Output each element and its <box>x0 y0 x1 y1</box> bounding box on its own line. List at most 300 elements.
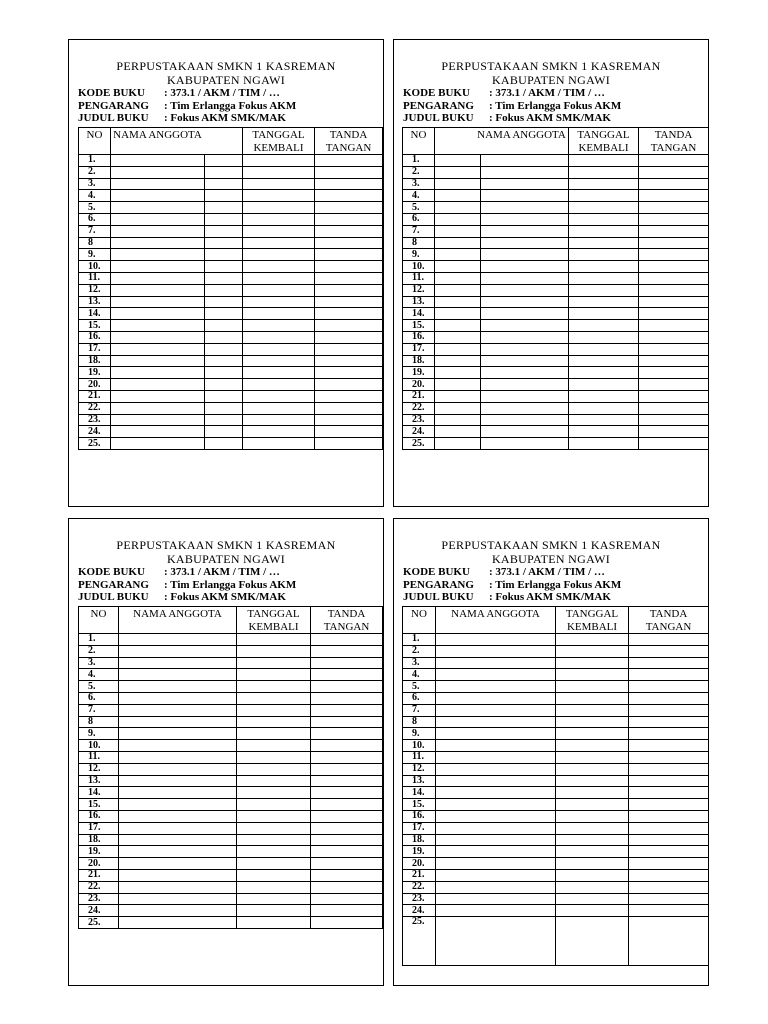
table-row <box>403 155 709 167</box>
table-row <box>403 645 709 657</box>
entry-cell <box>556 692 629 704</box>
row-number: 11. <box>79 751 119 763</box>
entry-cell <box>205 284 243 296</box>
judul-buku-label: JUDUL BUKU <box>78 591 149 603</box>
entry-cell <box>639 284 709 296</box>
table-row <box>79 213 383 225</box>
entry-cell <box>639 331 709 343</box>
regency-name: KABUPATEN NGAWI <box>166 552 286 566</box>
entry-cell <box>111 284 205 296</box>
entry-cell <box>481 426 569 438</box>
pengarang-label: PENGARANG <box>78 578 149 591</box>
entry-cell <box>311 846 383 858</box>
judul-buku-label: JUDUL BUKU <box>403 591 474 603</box>
regency-name: KABUPATEN NGAWI <box>166 73 286 87</box>
entry-cell <box>629 905 709 917</box>
entry-cell <box>436 869 556 881</box>
table-row <box>79 858 383 870</box>
entry-cell <box>205 166 243 178</box>
entry-cell <box>481 355 569 367</box>
entry-cell <box>629 822 709 834</box>
entry-cell <box>243 155 315 167</box>
borrower-table <box>78 127 383 450</box>
table-row <box>403 669 709 681</box>
row-number: 2. <box>403 166 435 178</box>
table-row <box>403 775 709 787</box>
entry-cell <box>436 728 556 740</box>
entry-cell <box>639 261 709 273</box>
entry-cell <box>569 202 639 214</box>
row-number: 21. <box>79 390 111 402</box>
row-number: 4. <box>79 669 119 681</box>
entry-cell <box>111 438 205 450</box>
entry-cell <box>556 917 629 966</box>
entry-cell <box>556 740 629 752</box>
entry-cell <box>629 799 709 811</box>
entry-cell <box>237 869 311 881</box>
entry-cell <box>481 202 569 214</box>
col-tanggal-kembali: TANGGAL KEMBALI <box>569 128 639 155</box>
table-row <box>403 681 709 693</box>
table-row <box>79 320 383 332</box>
row-number: 20. <box>403 858 436 870</box>
pengarang-value: : Tim Erlangga Fokus AKM <box>489 578 622 591</box>
entry-cell <box>435 367 481 379</box>
entry-cell <box>436 681 556 693</box>
table-row <box>79 728 383 740</box>
row-number: 23. <box>79 414 111 426</box>
borrowing-card <box>393 39 709 507</box>
row-number: 18. <box>79 355 111 367</box>
regency-name: KABUPATEN NGAWI <box>491 552 611 566</box>
col-tanggal-kembali: TANGGAL KEMBALI <box>243 128 315 155</box>
row-number: 15. <box>79 320 111 332</box>
entry-cell <box>111 379 205 391</box>
entry-cell <box>237 692 311 704</box>
table-row <box>79 692 383 704</box>
entry-cell <box>639 202 709 214</box>
col-nama-anggota: NAMA ANGGOTA <box>435 128 569 155</box>
entry-cell <box>315 296 383 308</box>
entry-cell <box>629 669 709 681</box>
entry-cell <box>436 799 556 811</box>
entry-cell <box>243 249 315 261</box>
entry-cell <box>556 858 629 870</box>
entry-cell <box>569 308 639 320</box>
entry-cell <box>639 414 709 426</box>
entry-cell <box>629 704 709 716</box>
entry-cell <box>481 343 569 355</box>
entry-cell <box>315 249 383 261</box>
row-number: 16. <box>79 810 119 822</box>
table-row <box>403 905 709 917</box>
table-row <box>403 225 709 237</box>
table-row <box>79 237 383 249</box>
col-no: NO <box>79 128 111 155</box>
row-number: 5. <box>79 681 119 693</box>
entry-cell <box>243 426 315 438</box>
entry-cell <box>243 225 315 237</box>
table-row <box>403 822 709 834</box>
table-row <box>403 320 709 332</box>
entry-cell <box>119 751 237 763</box>
entry-cell <box>556 775 629 787</box>
entry-cell <box>111 343 205 355</box>
table-row <box>403 402 709 414</box>
entry-cell <box>556 751 629 763</box>
entry-cell <box>311 728 383 740</box>
entry-cell <box>481 438 569 450</box>
entry-cell <box>435 379 481 391</box>
row-number: 9. <box>79 249 111 261</box>
table-row <box>403 284 709 296</box>
entry-cell <box>569 296 639 308</box>
row-number: 21. <box>403 869 436 881</box>
entry-cell <box>243 237 315 249</box>
entry-cell <box>119 893 237 905</box>
entry-cell <box>436 917 556 966</box>
row-number: 17. <box>79 343 111 355</box>
entry-cell <box>556 645 629 657</box>
entry-cell <box>119 692 237 704</box>
row-number: 19. <box>403 846 436 858</box>
entry-cell <box>311 692 383 704</box>
table-row <box>79 846 383 858</box>
entry-cell <box>629 634 709 646</box>
entry-cell <box>119 905 237 917</box>
entry-cell <box>629 692 709 704</box>
entry-cell <box>315 438 383 450</box>
card-header <box>394 59 708 87</box>
col-tanda-tangan: TANDA TANGAN <box>311 607 383 634</box>
entry-cell <box>205 202 243 214</box>
entry-cell <box>315 331 383 343</box>
row-number: 3. <box>403 178 435 190</box>
entry-cell <box>119 728 237 740</box>
table-row <box>79 869 383 881</box>
entry-cell <box>315 343 383 355</box>
entry-cell <box>205 426 243 438</box>
entry-cell <box>243 308 315 320</box>
entry-cell <box>237 787 311 799</box>
table-row <box>403 692 709 704</box>
library-name: PERPUSTAKAAN SMKN 1 KASREMAN <box>441 59 661 73</box>
entry-cell <box>311 751 383 763</box>
entry-cell <box>243 390 315 402</box>
entry-cell <box>119 834 237 846</box>
row-number: 13. <box>403 296 435 308</box>
entry-cell <box>111 367 205 379</box>
entry-cell <box>315 272 383 284</box>
judul-buku-value: : Fokus AKM SMK/MAK <box>164 591 286 603</box>
entry-cell <box>205 225 243 237</box>
entry-cell <box>556 810 629 822</box>
row-number: 23. <box>79 893 119 905</box>
entry-cell <box>436 846 556 858</box>
entry-cell <box>311 657 383 669</box>
judul-buku-label: JUDUL BUKU <box>403 112 474 124</box>
row-number: 14. <box>79 787 119 799</box>
table-row <box>403 343 709 355</box>
row-number: 18. <box>79 834 119 846</box>
table-row <box>79 917 383 929</box>
entry-cell <box>639 367 709 379</box>
entry-cell <box>569 320 639 332</box>
entry-cell <box>311 634 383 646</box>
row-number: 25. <box>79 917 119 929</box>
entry-cell <box>243 166 315 178</box>
table-row <box>79 190 383 202</box>
entry-cell <box>435 166 481 178</box>
entry-cell <box>435 284 481 296</box>
entry-cell <box>237 834 311 846</box>
entry-cell <box>111 178 205 190</box>
entry-cell <box>481 402 569 414</box>
entry-cell <box>311 645 383 657</box>
entry-cell <box>436 834 556 846</box>
entry-cell <box>243 296 315 308</box>
entry-cell <box>435 426 481 438</box>
entry-cell <box>481 249 569 261</box>
entry-cell <box>311 834 383 846</box>
table-row <box>79 681 383 693</box>
row-number: 18. <box>403 355 435 367</box>
entry-cell <box>237 681 311 693</box>
table-row <box>79 166 383 178</box>
entry-cell <box>639 438 709 450</box>
row-number: 8 <box>79 716 119 728</box>
entry-cell <box>111 308 205 320</box>
entry-cell <box>629 763 709 775</box>
row-number: 10. <box>403 261 435 273</box>
entry-cell <box>119 775 237 787</box>
entry-cell <box>435 249 481 261</box>
entry-cell <box>205 190 243 202</box>
entry-cell <box>436 716 556 728</box>
judul-buku-value: : Fokus AKM SMK/MAK <box>164 112 286 124</box>
entry-cell <box>237 634 311 646</box>
entry-cell <box>569 390 639 402</box>
row-number: 6. <box>403 692 436 704</box>
table-row <box>79 905 383 917</box>
entry-cell <box>435 213 481 225</box>
table-row <box>79 763 383 775</box>
table-row <box>79 822 383 834</box>
table-row <box>79 799 383 811</box>
entry-cell <box>311 917 383 929</box>
entry-cell <box>436 692 556 704</box>
entry-cell <box>315 155 383 167</box>
entry-cell <box>639 426 709 438</box>
entry-cell <box>315 166 383 178</box>
table-row <box>403 178 709 190</box>
row-number: 3. <box>79 178 111 190</box>
table-row <box>79 261 383 273</box>
entry-cell <box>315 261 383 273</box>
entry-cell <box>569 426 639 438</box>
row-number: 20. <box>79 858 119 870</box>
entry-cell <box>481 284 569 296</box>
entry-cell <box>481 320 569 332</box>
entry-cell <box>111 331 205 343</box>
entry-cell <box>629 846 709 858</box>
table-row <box>403 379 709 391</box>
entry-cell <box>569 178 639 190</box>
row-number: 21. <box>403 390 435 402</box>
entry-cell <box>237 893 311 905</box>
entry-cell <box>435 272 481 284</box>
entry-cell <box>315 284 383 296</box>
entry-cell <box>205 320 243 332</box>
table-row <box>403 331 709 343</box>
entry-cell <box>436 787 556 799</box>
entry-cell <box>237 881 311 893</box>
table-row <box>79 355 383 367</box>
table-row <box>79 296 383 308</box>
entry-cell <box>629 834 709 846</box>
entry-cell <box>569 402 639 414</box>
row-number: 22. <box>79 402 111 414</box>
entry-cell <box>639 402 709 414</box>
row-number: 13. <box>403 775 436 787</box>
entry-cell <box>315 320 383 332</box>
col-no: NO <box>79 607 119 634</box>
entry-cell <box>639 355 709 367</box>
entry-cell <box>311 681 383 693</box>
row-number: 3. <box>79 657 119 669</box>
row-number: 24. <box>79 905 119 917</box>
entry-cell <box>243 178 315 190</box>
row-number: 4. <box>403 669 436 681</box>
table-row <box>79 834 383 846</box>
row-number: 12. <box>403 763 436 775</box>
row-number: 6. <box>79 213 111 225</box>
entry-cell <box>119 657 237 669</box>
row-number: 8 <box>403 237 435 249</box>
row-number: 22. <box>403 402 435 414</box>
table-row <box>79 249 383 261</box>
entry-cell <box>311 775 383 787</box>
entry-cell <box>237 645 311 657</box>
entry-cell <box>237 716 311 728</box>
entry-cell <box>556 669 629 681</box>
table-row <box>79 787 383 799</box>
entry-cell <box>481 414 569 426</box>
entry-cell <box>119 787 237 799</box>
table-row <box>403 846 709 858</box>
entry-cell <box>436 740 556 752</box>
row-number: 4. <box>79 190 111 202</box>
borrower-table <box>402 127 709 450</box>
entry-cell <box>556 881 629 893</box>
col-nama-anggota: NAMA ANGGOTA <box>111 128 243 155</box>
entry-cell <box>311 669 383 681</box>
table-row <box>79 775 383 787</box>
entry-cell <box>315 308 383 320</box>
entry-cell <box>237 657 311 669</box>
col-tanda-tangan: TANDA TANGAN <box>639 128 709 155</box>
entry-cell <box>243 438 315 450</box>
table-row <box>79 751 383 763</box>
entry-cell <box>237 775 311 787</box>
table-row <box>403 881 709 893</box>
entry-cell <box>481 296 569 308</box>
entry-cell <box>205 249 243 261</box>
entry-cell <box>111 166 205 178</box>
entry-cell <box>237 669 311 681</box>
row-number: 24. <box>79 426 111 438</box>
table-row <box>79 716 383 728</box>
entry-cell <box>435 320 481 332</box>
entry-cell <box>243 320 315 332</box>
row-number: 4. <box>403 190 435 202</box>
entry-cell <box>111 355 205 367</box>
kode-buku-value: : 373.1 / AKM / TIM / … <box>164 566 280 578</box>
row-number: 12. <box>79 763 119 775</box>
entry-cell <box>481 213 569 225</box>
table-row <box>79 881 383 893</box>
borrowing-card <box>68 39 384 507</box>
table-row <box>79 402 383 414</box>
entry-cell <box>111 390 205 402</box>
table-row <box>403 858 709 870</box>
entry-cell <box>556 763 629 775</box>
entry-cell <box>243 367 315 379</box>
row-number: 25. <box>403 917 436 966</box>
row-number: 13. <box>79 775 119 787</box>
entry-cell <box>569 166 639 178</box>
row-number: 12. <box>403 284 435 296</box>
table-row <box>403 763 709 775</box>
row-number: 15. <box>79 799 119 811</box>
row-number: 11. <box>79 272 111 284</box>
entry-cell <box>556 893 629 905</box>
card-header <box>69 59 383 87</box>
judul-buku-value: : Fokus AKM SMK/MAK <box>489 591 611 603</box>
entry-cell <box>111 402 205 414</box>
entry-cell <box>315 402 383 414</box>
entry-cell <box>436 634 556 646</box>
entry-cell <box>315 367 383 379</box>
entry-cell <box>556 634 629 646</box>
table-row <box>403 190 709 202</box>
row-number: 7. <box>403 704 436 716</box>
row-number: 19. <box>79 846 119 858</box>
table-row <box>403 166 709 178</box>
table-row <box>403 355 709 367</box>
table-row <box>403 414 709 426</box>
table-row <box>79 414 383 426</box>
entry-cell <box>311 881 383 893</box>
entry-cell <box>569 355 639 367</box>
entry-cell <box>311 869 383 881</box>
entry-cell <box>556 728 629 740</box>
entry-cell <box>556 681 629 693</box>
entry-cell <box>237 751 311 763</box>
entry-cell <box>119 810 237 822</box>
entry-cell <box>205 367 243 379</box>
row-number: 17. <box>403 343 435 355</box>
row-number: 15. <box>403 799 436 811</box>
entry-cell <box>311 740 383 752</box>
table-row <box>403 367 709 379</box>
table-row <box>403 296 709 308</box>
entry-cell <box>629 787 709 799</box>
entry-cell <box>629 740 709 752</box>
row-number: 8 <box>403 716 436 728</box>
row-number: 18. <box>403 834 436 846</box>
entry-cell <box>311 799 383 811</box>
